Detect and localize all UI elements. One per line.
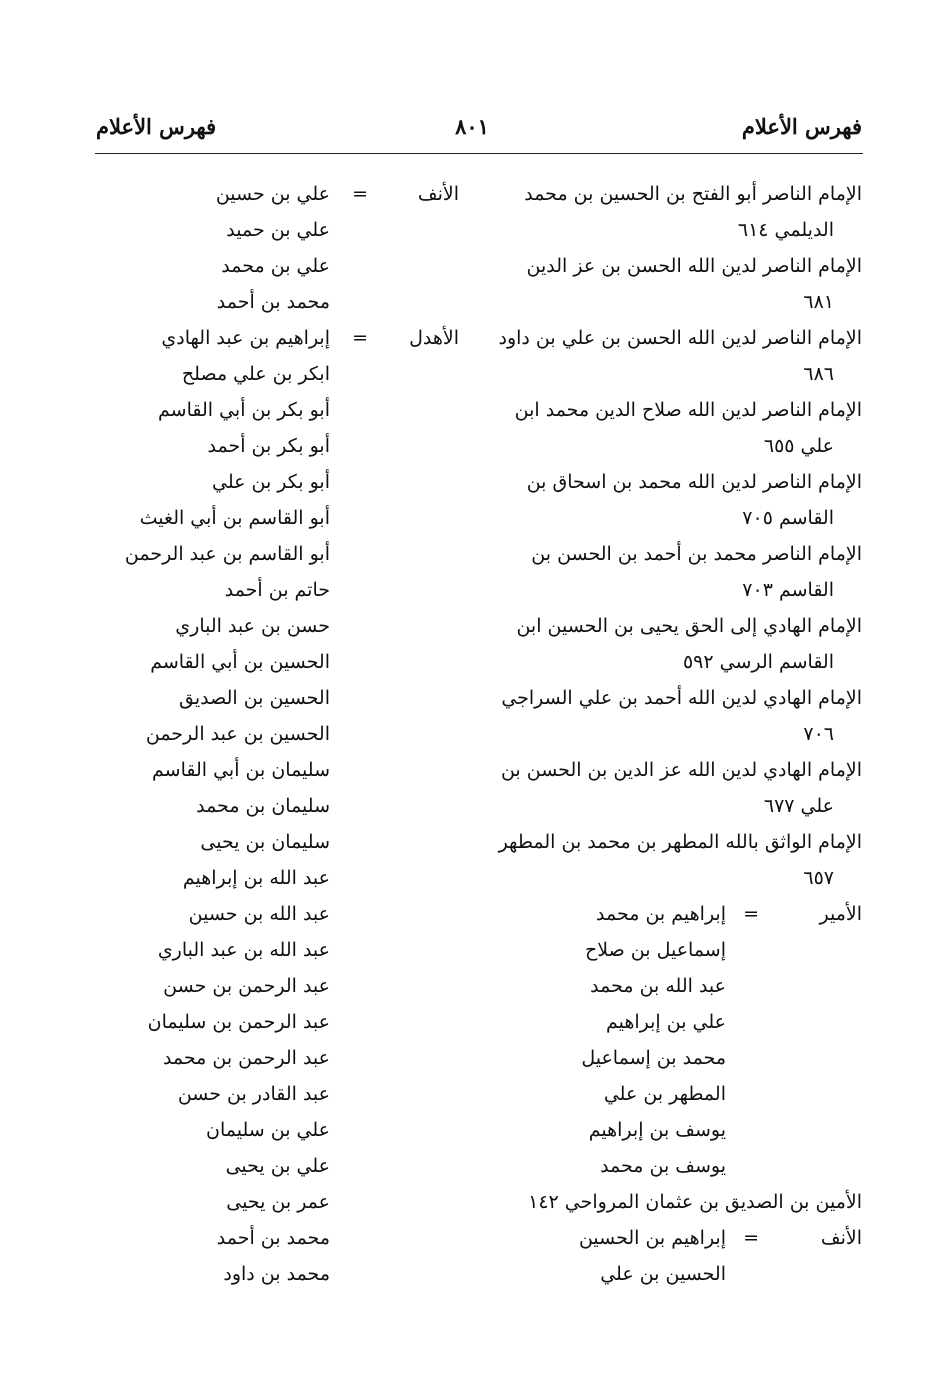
index-entry bbox=[100, 824, 330, 860]
index-entry bbox=[100, 968, 330, 1004]
index-entry bbox=[100, 752, 330, 788]
index-entry bbox=[100, 212, 330, 248]
entry-name: حاتم بن أحمد bbox=[224, 579, 330, 601]
index-entry: الإمام الناصر محمد بن أحمد بن الحسن بن bbox=[531, 543, 862, 565]
index-entry: إبراهيم بن محمد bbox=[596, 903, 726, 925]
header-rule bbox=[95, 153, 863, 154]
running-title-right: فهرس الأعلام bbox=[741, 114, 862, 139]
index-entry: الإمام الهادي لدين الله أحمد بن علي السراجي bbox=[501, 687, 862, 709]
index-entry bbox=[100, 644, 330, 680]
index-entry: علي ٦٧٧ bbox=[763, 795, 834, 817]
entry-name: أبو بكر بن أحمد bbox=[207, 435, 330, 457]
index-entry: الإمام الواثق بالله المطهر بن محمد بن المطهر bbox=[498, 831, 862, 853]
index-entry bbox=[100, 1220, 330, 1256]
index-entry bbox=[100, 176, 368, 212]
entry-name: عبد الرحمن بن محمد bbox=[162, 1047, 330, 1069]
index-entry: الإمام الناصر لدين الله صلاح الدين محمد ابن bbox=[514, 399, 862, 421]
index-entry: المطهر بن علي bbox=[603, 1083, 726, 1105]
index-entry bbox=[100, 572, 330, 608]
index-entry bbox=[100, 464, 330, 500]
entry-name: علي بن حسين bbox=[215, 183, 330, 205]
index-entry bbox=[100, 356, 330, 392]
entry-name: محمد بن داود bbox=[223, 1263, 330, 1285]
entry-name: أبو بكر بن علي bbox=[212, 471, 330, 493]
index-entry: علي بن إبراهيم bbox=[605, 1011, 726, 1033]
index-entry: يوسف بن إبراهيم bbox=[588, 1119, 726, 1141]
index-entry: الإمام الناصر لدين الله محمد بن اسحاق بن bbox=[526, 471, 862, 493]
group-label: الأنف bbox=[820, 1227, 862, 1249]
index-entry: إبراهيم بن الحسين bbox=[578, 1227, 726, 1249]
index-entry: القاسم ٧٠٣ bbox=[742, 579, 834, 601]
index-entry: القاسم ٧٠٥ bbox=[742, 507, 834, 529]
entry-name: عبد القادر بن حسن bbox=[177, 1083, 330, 1105]
entry-name: سليمان بن محمد bbox=[196, 795, 330, 817]
group-label: الأنف bbox=[417, 183, 459, 205]
group-label: الأهدل bbox=[409, 327, 459, 349]
running-title-left: فهرس الأعلام bbox=[96, 114, 217, 139]
entry-name: محمد بن أحمد bbox=[216, 1227, 330, 1249]
left-index-column bbox=[100, 176, 368, 1292]
index-entry: محمد بن إسماعيل bbox=[581, 1047, 726, 1069]
entry-name: عبد الله بن حسين bbox=[188, 903, 330, 925]
equals-sign: = bbox=[743, 1227, 759, 1249]
index-entry bbox=[100, 860, 330, 896]
index-entry: الإمام الناصر أبو الفتح بن الحسين بن محمد bbox=[524, 183, 862, 205]
equals-sign: = bbox=[352, 327, 368, 349]
entry-name: سليمان بن يحيى bbox=[200, 831, 330, 853]
index-entry: ٦٨١ bbox=[803, 291, 834, 313]
index-entry: الإمام الهادي لدين الله عز الدين بن الحسن بن bbox=[500, 759, 862, 781]
entry-name: عبد الرحمن بن سليمان bbox=[147, 1011, 330, 1033]
entry-name: عبد الله بن إبراهيم bbox=[182, 867, 330, 889]
entry-name: ابكر بن علي مصلح bbox=[181, 363, 330, 385]
entry-name: علي بن سليمان bbox=[206, 1119, 330, 1141]
index-entry bbox=[100, 1004, 330, 1040]
index-entry: الإمام الناصر لدين الله الحسن بن عز الدين bbox=[526, 255, 862, 277]
index-entry: ٦٨٦ bbox=[803, 363, 834, 385]
index-entry bbox=[100, 1040, 330, 1076]
entry-name: الحسين بن أبي القاسم bbox=[150, 651, 330, 673]
index-entry: الإمام الهادي إلى الحق يحيى بن الحسين ابن bbox=[516, 615, 862, 637]
equals-sign: = bbox=[743, 903, 759, 925]
index-entry bbox=[100, 788, 330, 824]
entry-name: محمد بن أحمد bbox=[216, 291, 330, 313]
index-entry bbox=[100, 932, 330, 968]
index-entry bbox=[100, 536, 330, 572]
index-entry bbox=[100, 716, 330, 752]
entry-name: علي بن يحيى bbox=[225, 1155, 330, 1177]
equals-sign: = bbox=[352, 183, 368, 205]
page-number: ٨٠١ bbox=[455, 114, 489, 139]
group-label: الأمير bbox=[819, 903, 862, 925]
entry-name: عبد الله بن عبد الباري bbox=[157, 939, 330, 961]
index-entry: الأمين بن الصديق بن عثمان المرواحي ١٤٢ bbox=[528, 1191, 862, 1213]
index-entry: علي ٦٥٥ bbox=[763, 435, 834, 457]
entry-name: الحسين بن عبد الرحمن bbox=[145, 723, 330, 745]
index-entry bbox=[100, 1112, 330, 1148]
index-entry bbox=[100, 896, 330, 932]
entry-name: علي بن محمد bbox=[221, 255, 330, 277]
entry-name: أبو بكر بن أبي القاسم bbox=[158, 399, 330, 421]
index-entry bbox=[100, 1184, 330, 1220]
index-entry: إسماعيل بن صلاح bbox=[585, 939, 726, 961]
index-entry bbox=[100, 1076, 330, 1112]
index-entry bbox=[100, 500, 330, 536]
index-entry bbox=[100, 608, 330, 644]
index-entry bbox=[100, 320, 368, 356]
entry-name: أبو القاسم بن عبد الرحمن bbox=[124, 543, 330, 565]
index-entry: القاسم الرسي ٥٩٢ bbox=[682, 651, 834, 673]
entry-name: سليمان بن أبي القاسم bbox=[152, 759, 330, 781]
index-entry: ٧٠٦ bbox=[803, 723, 834, 745]
index-entry: ٦٥٧ bbox=[803, 867, 834, 889]
index-entry bbox=[100, 680, 330, 716]
entry-name: إبراهيم بن عبد الهادي bbox=[161, 327, 330, 349]
entry-name: حسن بن عبد الباري bbox=[175, 615, 330, 637]
index-entry bbox=[100, 1148, 330, 1184]
index-entry: الحسين بن علي bbox=[600, 1263, 726, 1285]
index-entry: عبد الله بن محمد bbox=[590, 975, 726, 997]
index-entry bbox=[100, 248, 330, 284]
index-entry: الإمام الناصر لدين الله الحسن بن علي بن داود bbox=[498, 327, 862, 349]
entry-name: عمر بن يحيى bbox=[226, 1191, 330, 1213]
right-index-column bbox=[487, 176, 862, 896]
index-entry: يوسف بن محمد bbox=[600, 1155, 726, 1177]
index-entry: الديلمي ٦١٤ bbox=[737, 219, 834, 241]
entry-name: أبو القاسم بن أبي الغيث bbox=[139, 507, 330, 529]
entry-name: الحسين بن الصديق bbox=[179, 687, 330, 709]
index-entry bbox=[100, 284, 330, 320]
entry-name: عبد الرحمن بن حسن bbox=[163, 975, 330, 997]
index-entry bbox=[100, 392, 330, 428]
entry-name: علي بن حميد bbox=[226, 219, 330, 241]
index-entry bbox=[100, 1256, 330, 1292]
index-entry bbox=[100, 428, 330, 464]
